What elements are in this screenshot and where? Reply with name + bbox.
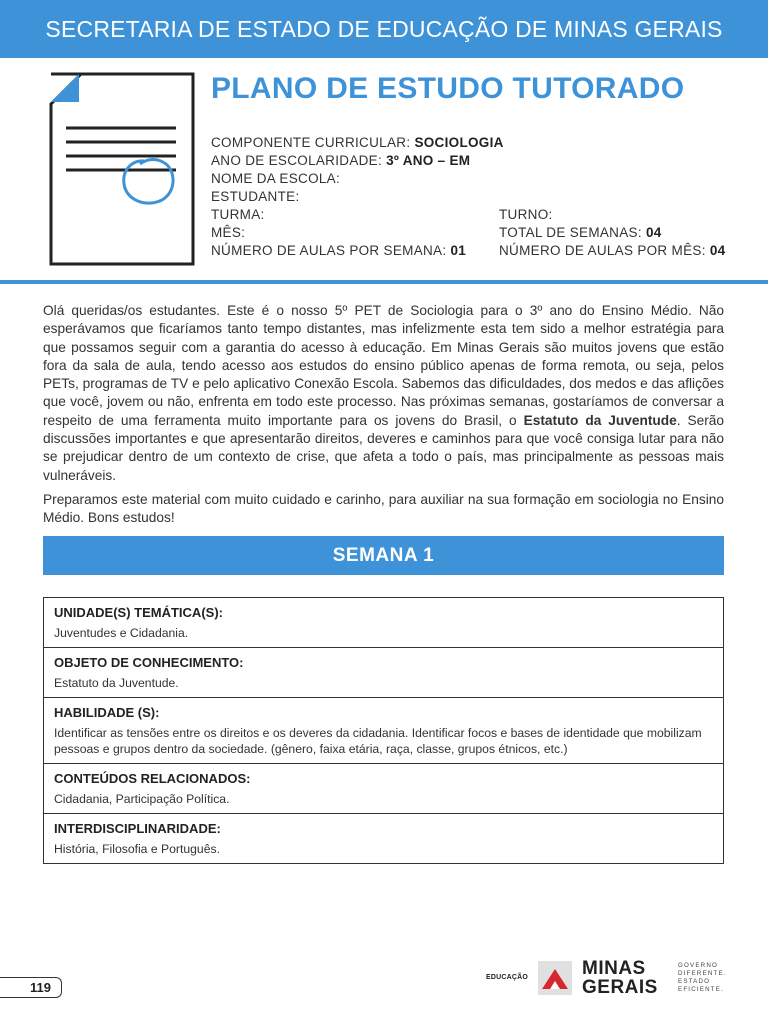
info-semanas: TOTAL DE SEMANAS: 04 <box>499 225 662 240</box>
row-label: CONTEÚDOS RELACIONADOS: <box>54 771 251 786</box>
row-label: UNIDADE(S) TEMÁTICA(S): <box>54 605 223 620</box>
row-value: História, Filosofia e Português. <box>54 842 220 856</box>
row-value: Identificar as tensões entre os direitos e os deveres da cidadania. Identificar focos e bases de identidade que mobilizam pessoas e grupos dentro da sociedade. (gênero, faixa etária, raça, classe, grupos étnicos, etc.) <box>54 726 702 756</box>
info-turma: TURMA: <box>211 207 265 222</box>
row-label: OBJETO DE CONHECIMENTO: <box>54 655 244 670</box>
intro-paragraph-2: Preparamos este material com muito cuidado e carinho, para auxiliar na sua formação em sociologia no Ensino Médio. Bons estudos! <box>43 491 724 526</box>
info-aulas-semana: NÚMERO DE AULAS POR SEMANA: 01 <box>211 243 467 258</box>
table-row <box>44 698 723 764</box>
minas-gerais-logo <box>486 958 726 998</box>
mountain-icon <box>538 961 572 995</box>
row-value: Cidadania, Participação Política. <box>54 792 230 806</box>
document-icon <box>48 72 196 266</box>
intro-text <box>43 302 724 534</box>
header-title: SECRETARIA DE ESTADO DE EDUCAÇÃO DE MINAS GERAIS <box>45 15 723 42</box>
study-plan-table <box>43 597 724 864</box>
week-heading: SEMANA 1 <box>43 536 724 575</box>
row-label: INTERDISCIPLINARIDADE: <box>54 821 221 836</box>
info-estudante: ESTUDANTE: <box>211 189 300 204</box>
info-ano: ANO DE ESCOLARIDADE: 3º ANO – EM <box>211 153 471 168</box>
table-row <box>44 814 723 863</box>
brand-text: MINAS GERAIS <box>582 958 658 998</box>
header-banner <box>0 0 768 58</box>
row-label: HABILIDADE (S): <box>54 705 160 720</box>
info-componente: COMPONENTE CURRICULAR: SOCIOLOGIA <box>211 135 504 150</box>
edu-label: EDUCAÇÃO <box>486 974 529 981</box>
intro-paragraph-1: Olá queridas/os estudantes. Este é o nosso 5º PET de Sociologia para o 3º ano do Ensino Médio. Não esperávamos que ficaríamos tanto tempo distantes, mas infelizmente esta tem sido a melhor estratégia para que possamos seguir com a garantia do acesso à educação. Em Minas Gerais são muitos jovens que estão fora da sala de aula, tendo acesso aos estudos do ensino público apenas de forma remota, ou seja, pelos PETs, programas de TV e pelo aplicativo Conexão Escola. Sabemos das dificuldades, dos medos e das aflições que você, jovem ou não, enfrenta em todo este processo. Nas próximas semanas, gostaríamos de conversar a respeito de uma ferramenta muito importante para os jovens do Brasil, o Estatuto da Juventude. Serão discussões importantes e que apresentarão direitos, deveres e caminhos para que você consiga lutar para não se prejudicar dentro de um contexto de crise, que afeta a todo o país, mas principalmente as pessoas mais vulneráveis. <box>43 303 725 483</box>
row-value: Juventudes e Cidadania. <box>54 626 189 640</box>
info-escola: NOME DA ESCOLA: <box>211 171 341 186</box>
row-value: Estatuto da Juventude. <box>54 676 179 690</box>
info-mes: MÊS: <box>211 225 246 240</box>
doc-title: PLANO DE ESTUDO TUTORADO <box>211 72 685 105</box>
page-number: 119 <box>0 977 62 998</box>
table-row <box>44 648 723 698</box>
gov-slogan: GOVERNO DIFERENTE. ESTADO EFICIENTE. <box>678 962 727 993</box>
info-turno: TURNO: <box>499 207 553 222</box>
table-row <box>44 598 723 648</box>
table-row <box>44 764 723 814</box>
header-divider <box>0 280 768 284</box>
info-aulas-mes: NÚMERO DE AULAS POR MÊS: 04 <box>499 243 726 258</box>
